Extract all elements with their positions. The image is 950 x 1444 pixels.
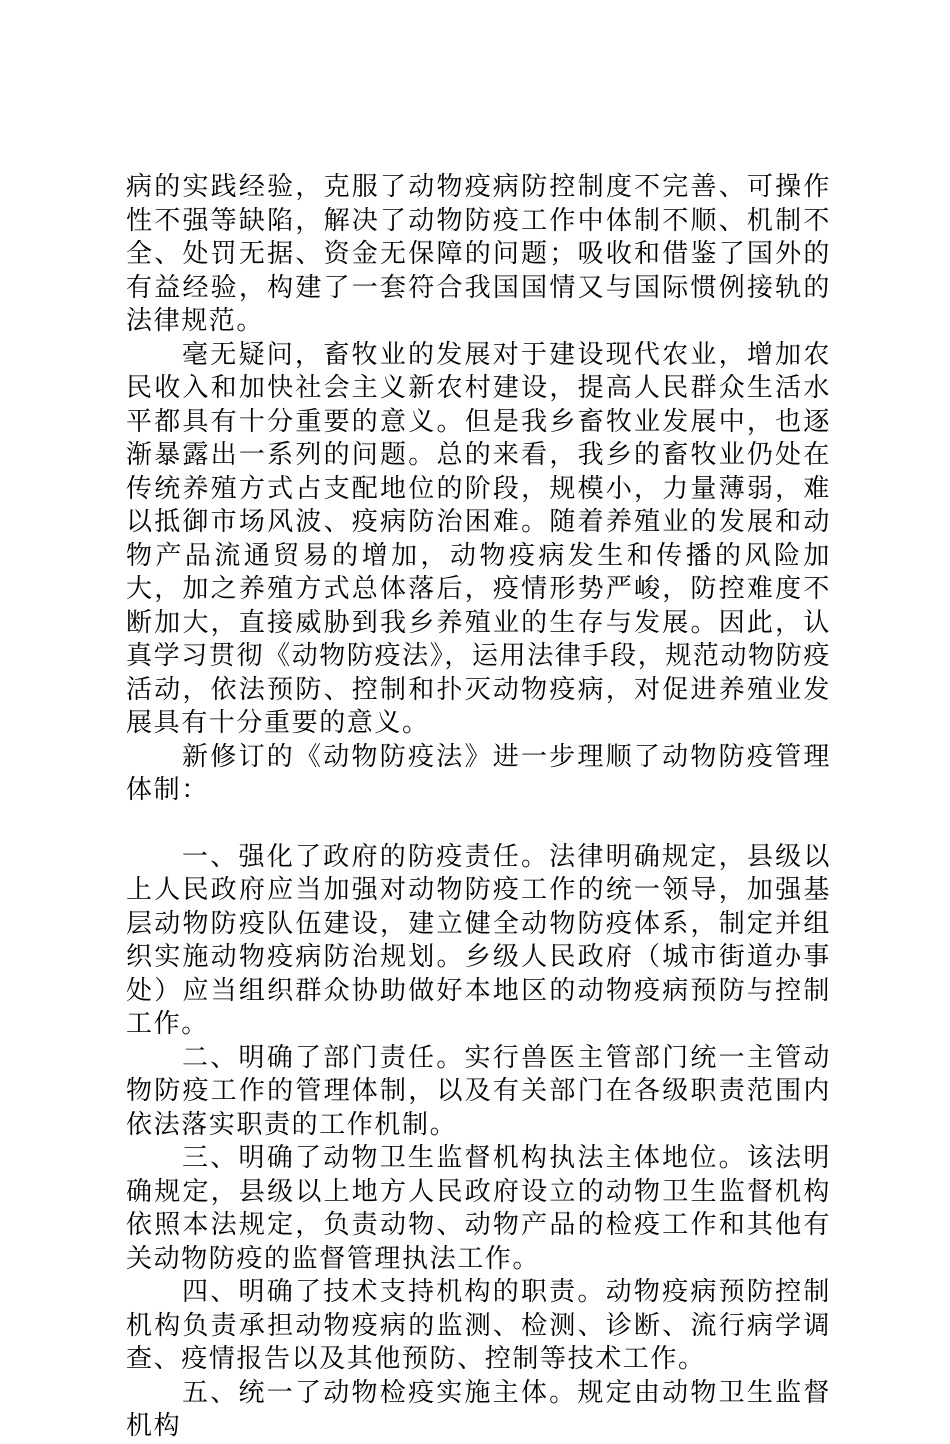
paragraph-item-1: 一、强化了政府的防疫责任。法律明确规定，县级以上人民政府应当加强对动物防疫工作的统一领导，加强基层动物防疫队伍建设，建立健全动物防疫体系，制定并组织实施动物疫病防治规划。乡级人民政府（城市街道办事处）应当组织群众协助做好本地区的动物疫病预防与控制工作。 [126, 841, 831, 1039]
paragraph-law-intro: 新修订的《动物防疫法》进一步理顺了动物防疫管理体制： [126, 741, 831, 805]
paragraph-item-4: 四、明确了技术支持机构的职责。动物疫病预防控制机构负责承担动物疫病的监测、检测、诊断、流行病学调查、疫情报告以及其他预防、控制等技术工作。 [126, 1277, 831, 1374]
paragraph-item-5: 五、统一了动物检疫实施主体。规定由动物卫生监督机构 [126, 1377, 831, 1441]
paragraph-item-3: 三、明确了动物卫生监督机构执法主体地位。该法明确规定，县级以上地方人民政府设立的动物卫生监督机构依照本法规定，负责动物、动物产品的检疫工作和其他有关动物防疫的监督管理执法工作。 [126, 1143, 831, 1274]
paragraph-spacer [126, 808, 831, 841]
document-body [126, 171, 831, 1444]
paragraph-item-2: 二、明确了部门责任。实行兽医主管部门统一主管动物防疫工作的管理体制，以及有关部门在各级职责范围内依法落实职责的工作机制。 [126, 1042, 831, 1140]
paragraph-livestock-significance: 毫无疑问，畜牧业的发展对于建设现代农业，增加农民收入和加快社会主义新农村建设，提高人民群众生活水平都具有十分重要的意义。但是我乡畜牧业发展中，也逐渐暴露出一系列的问题。总的来看，我乡的畜牧业仍处在传统养殖方式占支配地位的阶段，规模小，力量薄弱，难以抵御市场风波、疫病防治困难。随着养殖业的发展和动物产品流通贸易的增加，动物疫病发生和传播的风险加大，加之养殖方式总体落后，疫情形势严峻，防控难度不断加大，直接威胁到我乡养殖业的生存与发展。因此，认真学习贯彻《动物防疫法》，运用法律手段，规范动物防疫活动，依法预防、控制和扑灭动物疫病，对促进养殖业发展具有十分重要的意义。 [126, 339, 831, 738]
paragraph-continuation: 病的实践经验，克服了动物疫病防控制度不完善、可操作性不强等缺陷，解决了动物防疫工作中体制不顺、机制不全、处罚无据、资金无保障的问题；吸收和借鉴了国外的有益经验，构建了一套符合我国国情又与国际惯例接轨的法律规范。 [126, 172, 831, 336]
